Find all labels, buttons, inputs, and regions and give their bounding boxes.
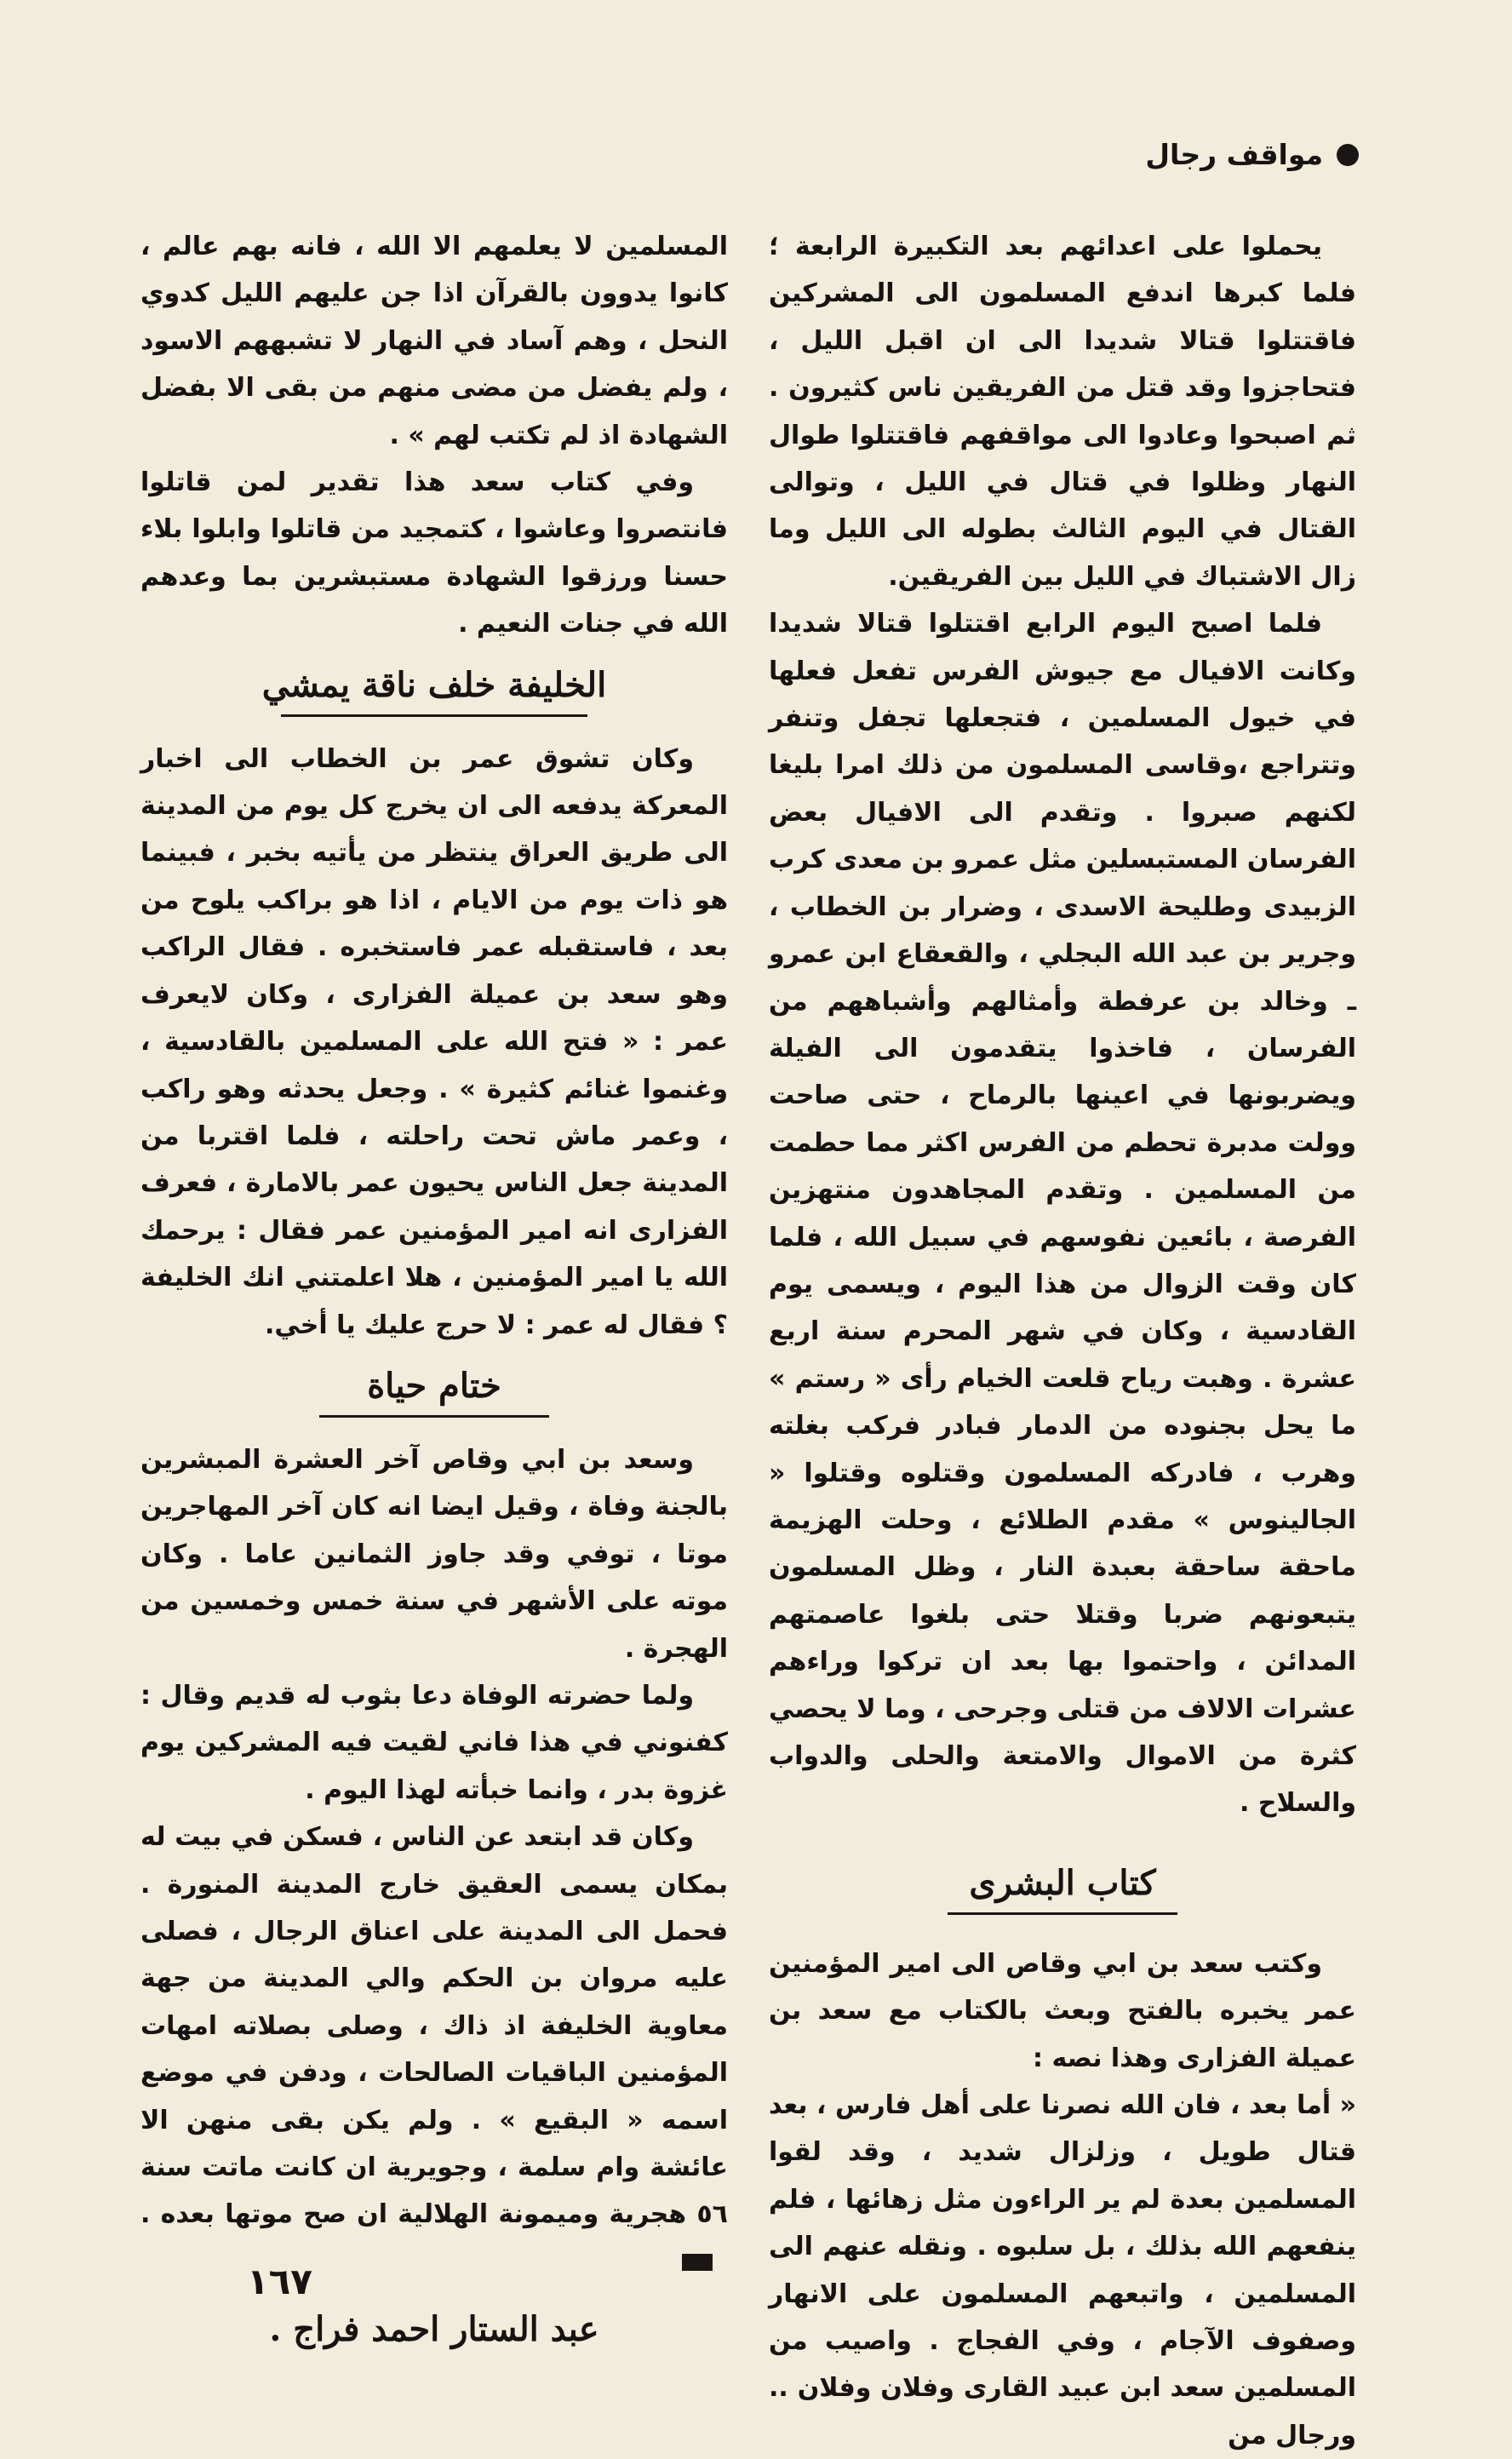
heading-underline — [319, 1415, 549, 1418]
end-of-article-mark — [682, 2254, 713, 2271]
body-paragraph: وكتب سعد بن ابي وقاص الى امير المؤمنين عمر يخبره بالفتح وبعث بالكتاب مع سعد بن عميلة الفزارى وهذا نصه : — [769, 1948, 1356, 2073]
right-column — [769, 223, 1356, 2459]
body-text: وكان قد ابتعد عن الناس ، فسكن في بيت له بمكان يسمى العقيق خارج المدينة المنورة . فحمل الى المدينة على اعناق الرجال ، فصلى عليه مروان بن الحكم والي المدينة من جهة معاوية الخليفة اذ ذاك ، وصلى بصلاته امهات المؤمنين الباقيات الصالحات ، ودفن في موضع اسمه « البقيع » . ولم يكن بقى منهن الا عائشة وام سلمة ، وجويرية ان كانت ماتت سنة ٥٦ هجرية وميمونة الهلالية ان صح موتها بعده . — [140, 1822, 728, 2230]
letter-quote: « أما بعد ، فان الله نصرنا على أهل فارس ، بعد قتال طويل ، وزلزال شديد ، وقد لقوا المسلمين بعدة لم ير الراءون مثل زهائها ، فلم ينفعهم الله بذلك ، بل سلبوه . ونقله عنهم الى المسلمين ، واتبعهم المسلمون على الانهار وصفوف الآجام ، وفي الفجاج . واصيب من المسلمين سعد ابن عبيد القارى وفلان وفلان .. ورجال من — [769, 2090, 1356, 2450]
section-heading-caliph — [140, 660, 728, 717]
bullet-icon — [1337, 144, 1359, 166]
running-title: مواقف رجال — [1145, 138, 1323, 171]
left-column — [140, 223, 728, 2353]
body-paragraph: المسلمين لا يعلمهم الا الله ، فانه بهم عالم ، كانوا يدوون بالقرآن اذا جن عليهم الليل كدوي النحل ، وهم آساد في النهار لا تشبههم الاسود ، ولم يفضل من مضى منهم من بقى الا بفضل الشهادة اذ لم تكتب لهم » . — [140, 232, 728, 450]
section-heading-text: كتاب البشرى — [969, 1862, 1156, 1903]
heading-underline — [281, 714, 587, 717]
page-number: ١٦٧ — [247, 2261, 312, 2302]
author-signature: عبد الستار احمد فراج . — [269, 2309, 599, 2350]
body-paragraph — [140, 1814, 728, 2285]
body-paragraph: يحملوا على اعدائهم بعد التكبيرة الرابعة ؛ فلما كبرها اندفع المسلمون الى المشركين فاقتتلوا قتالا شديدا الى ان اقبل الليل ، فتحاجزوا وقد قتل من الفريقين ناس كثيرون . ثم اصبحوا وعادوا الى مواقفهم فاقتتلوا طوال النهار وظلوا في قتال في الليل ، وتوالى القتال في اليوم الثالث بطوله الى الليل وما زال الاشتباك في الليل بين الفريقين. — [769, 232, 1356, 592]
section-heading-text: ختام حياة — [367, 1365, 501, 1406]
body-paragraph: وفي كتاب سعد هذا تقدير لمن قاتلوا فانتصروا وعاشوا ، كتمجيد من قاتلوا وابلوا بلاء حسنا ورزقوا الشهادة مستبشرين بما وعدهم الله في جنات النعيم . — [140, 467, 728, 639]
body-paragraph: فلما اصبح اليوم الرابع اقتتلوا قتالا شديدا وكانت الافيال مع جيوش الفرس تفعل فعلها في خيول المسلمين ، فتجعلها تجفل وتنفر وتتراجع ،وقاسى المسلمون من ذلك امرا بليغا لكنهم صبروا . وتقدم الى الافيال بعض الفرسان المستبسلين مثل عمرو بن معدى كرب الزبيدى وطليحة الاسدى ، وضرار بن الخطاب ، وجرير بن عبد الله البجلي ، والقعقاع ابن عمرو ـ وخالد بن عرفطة وأمثالهم وأشباههم من الفرسان ، فاخذوا يتقدمون الى الفيلة ويضربونها في اعينها بالرماح ، حتى صاحت وولت مدبرة تحطم من الفرس اكثر مما حطمت من المسلمين . وتقدم المجاهدون منتهزين الفرصة ، بائعين نفوسهم في سبيل الله ، فلما كان وقت الزوال من هذا اليوم ، ويسمى يوم القادسية ، وكان في شهر المحرم سنة اربع عشرة . وهبت رياح قلعت الخيام رأى « رستم » ما يحل بجنوده من الدمار فبادر فركب بغلته وهرب ، فادركه المسلمون وقتلوه وقتلوا « الجالينوس » مقدم الطلائع ، وحلت الهزيمة ماحقة ساحقة بعبدة النار ، وظل المسلمون يتبعونهم ضربا وقتلا حتى بلغوا عاصمتهم المدائن ، واحتموا بها بعد ان تركوا وراءهم عشرات الالاف من قتلى وجرحى ، وما لا يحصي كثرة من الاموال والامتعة والحلى والدواب والسلاح . — [769, 609, 1356, 1819]
body-paragraph: ولما حضرته الوفاة دعا بثوب له قديم وقال : كفنوني في هذا فاني لقيت فيه المشركين يوم غزوة بدر ، وانما خبأته لهذا اليوم . — [140, 1680, 728, 1805]
running-head — [1145, 138, 1359, 171]
body-paragraph: وكان تشوق عمر بن الخطاب الى اخبار المعركة يدفعه الى ان يخرج كل يوم من المدينة الى طريق العراق ينتظر من يأتيه بخبر ، فبينما هو ذات يوم من الايام ، اذا هو براكب يلوح من بعد ، فاستقبله عمر فاستخبره . فقال الراكب وهو سعد بن عميلة الفزارى ، وكان لايعرف عمر : « فتح الله على المسلمين بالقادسية ، وغنموا غنائم كثيرة » . وجعل يحدثه وهو راكب ، وعمر ماش تحت راحلته ، فلما اقتربا من المدينة جعل الناس يحيون عمر بالامارة ، فعرف الفزارى انه امير المؤمنين عمر فقال : يرحمك الله يا امير المؤمنين ، هلا اعلمتني انك الخليفة ؟ فقال له عمر : لا حرج عليك يا أخي. — [140, 743, 728, 1340]
heading-underline — [948, 1912, 1177, 1915]
body-paragraph: وسعد بن ابي وقاص آخر العشرة المبشرين بالجنة وفاة ، وقيل ايضا انه كان آخر المهاجرين موتا ، توفي وقد جاوز الثمانين عاما . وكان موته على الأشهر في سنة خمس وخمسين من الهجرة . — [140, 1444, 728, 1664]
section-heading-text: الخليفة خلف ناقة يمشي — [261, 664, 607, 705]
section-heading-end-of-life — [140, 1361, 728, 1418]
section-heading-good-news — [769, 1858, 1356, 1915]
